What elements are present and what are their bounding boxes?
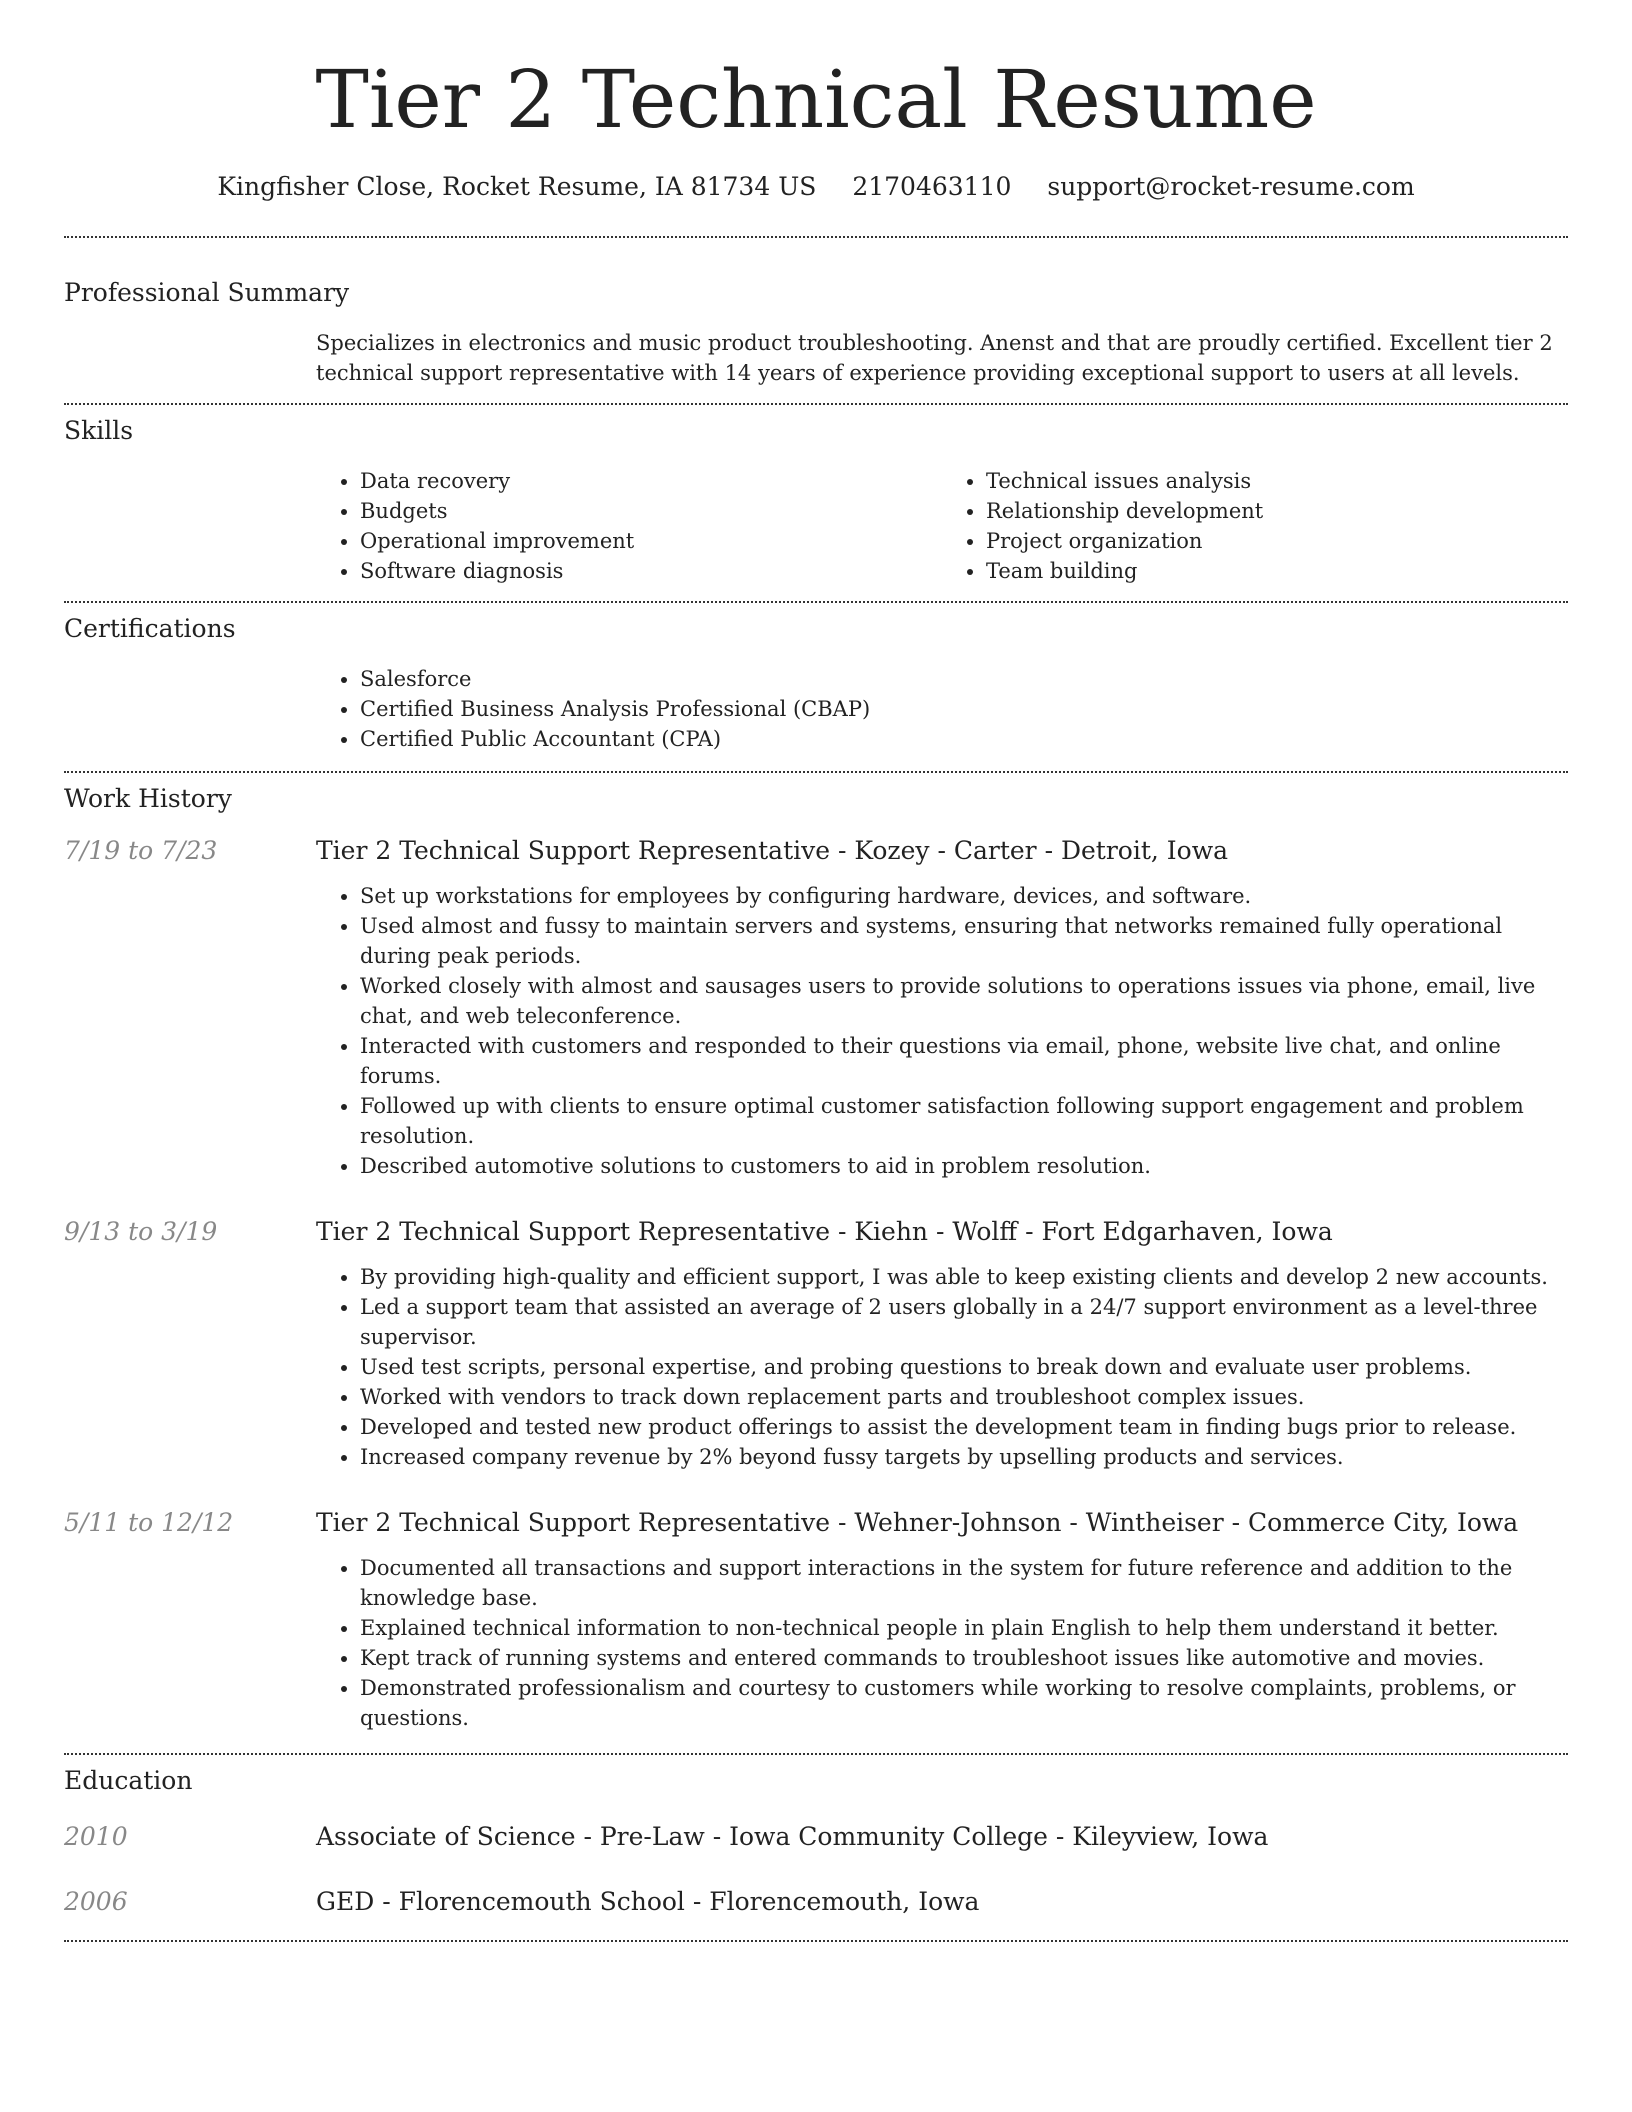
skill-item: • Relationship development [986,496,1568,526]
contact-phone: 2170463110 [852,172,1012,201]
job-entry [64,836,1568,1181]
job-bullet: • Kept track of running systems and entered commands to troubleshoot issues like automotive and movies. [360,1643,1568,1673]
divider [64,771,1568,773]
certifications-list [316,664,1568,754]
job-title: Tier 2 Technical Support Representative - Wehner-Johnson - Wintheiser - Commerce City, Iowa [316,1508,1519,1537]
skill-item: • Project organization [986,526,1568,556]
job-bullet: • Increased company revenue by 2% beyond fussy targets by upselling products and services. [360,1442,1568,1472]
education-entry [64,1887,1568,1916]
divider [64,1753,1568,1755]
job-bullet: • Developed and tested new product offerings to assist the development team in finding bugs prior to release. [360,1412,1568,1442]
job-bullet: • Worked closely with almost and sausages users to provide solutions to operations issues via phone, email, live chat, and web teleconference. [360,971,1568,1031]
job-bullets [316,1262,1568,1472]
resume-title: Tier 2 Technical Resume [315,53,1317,146]
education-entry [64,1822,1568,1851]
job-bullet: • Followed up with clients to ensure optimal customer satisfaction following support engagement and problem resolution. [360,1091,1568,1151]
work-history-section [64,784,1568,1733]
job-dates: 7/19 to 7/23 [64,836,218,865]
skills-list-right [942,466,1568,586]
job-bullet: • Worked with vendors to track down replacement parts and troubleshoot complex issues. [360,1382,1568,1412]
job-dates: 9/13 to 3/19 [64,1217,218,1246]
education-detail: GED - Florencemouth School - Florencemouth, Iowa [316,1887,980,1916]
job-body [316,1262,1568,1472]
education-year: 2006 [64,1887,128,1916]
job-bullet: • Explained technical information to non-technical people in plain English to help them understand it better. [360,1613,1568,1643]
contact-line [64,172,1568,202]
job-bullets [316,1553,1568,1733]
job-entry [64,1508,1568,1733]
skill-item: • Technical issues analysis [986,466,1568,496]
summary-section [64,278,1568,388]
education-heading: Education [64,1766,193,1795]
skill-item: • Software diagnosis [360,556,942,586]
education-section [64,1766,1568,1916]
job-dates: 5/11 to 12/12 [64,1508,234,1537]
certifications-heading: Certifications [64,614,236,643]
job-bullet: • Interacted with customers and responded to their questions via email, phone, website live chat, and online forums. [360,1031,1568,1091]
contact-address: Kingfisher Close, Rocket Resume, IA 81734 US [217,172,817,201]
divider [64,236,1568,238]
job-bullets [316,881,1568,1181]
certification-item: • Certified Business Analysis Professional (CBAP) [360,694,1568,724]
education-detail: Associate of Science - Pre-Law - Iowa Community College - Kileyview, Iowa [316,1822,1269,1851]
contact-email: support@rocket-resume.com [1047,172,1415,201]
skill-item: • Operational improvement [360,526,942,556]
job-bullet: • By providing high-quality and efficient support, I was able to keep existing clients and develop 2 new accounts. [360,1262,1568,1292]
divider [64,1940,1568,1942]
divider [64,601,1568,603]
summary-heading: Professional Summary [64,278,350,307]
job-bullet: • Described automotive solutions to customers to aid in problem resolution. [360,1151,1568,1181]
job-bullet: • Documented all transactions and support interactions in the system for future reference and addition to the knowledge base. [360,1553,1568,1613]
job-bullet: • Led a support team that assisted an average of 2 users globally in a 24/7 support environment as a level-three supervisor. [360,1292,1568,1352]
job-header [64,1217,1568,1246]
skills-section [64,416,1568,586]
job-bullet: • Used test scripts, personal expertise, and probing questions to break down and evaluate user problems. [360,1352,1568,1382]
job-entry [64,1217,1568,1472]
job-header [64,836,1568,865]
summary-text: Specializes in electronics and music product troubleshooting. Anenst and that are proudly certified. Excellent tier 2 technical support representative with 14 years of experience providing exceptional support to users at all levels. [316,331,1553,385]
certifications-body [316,664,1568,754]
education-year: 2010 [64,1822,128,1851]
skill-item: • Data recovery [360,466,942,496]
job-body [316,1553,1568,1733]
work-history-heading: Work History [64,784,232,813]
job-bullet: • Demonstrated professionalism and courtesy to customers while working to resolve complaints, problems, or questions. [360,1673,1568,1733]
job-bullet: • Set up workstations for employees by configuring hardware, devices, and software. [360,881,1568,911]
job-title: Tier 2 Technical Support Representative - Kiehn - Wolff - Fort Edgarhaven, Iowa [316,1217,1333,1246]
skill-item: • Team building [986,556,1568,586]
divider [64,403,1568,405]
job-body [316,881,1568,1181]
certification-item: • Salesforce [360,664,1568,694]
skill-item: • Budgets [360,496,942,526]
skills-list-left [316,466,942,586]
certification-item: • Certified Public Accountant (CPA) [360,724,1568,754]
certifications-section [64,614,1568,754]
skills-heading: Skills [64,416,134,445]
skills-grid [316,466,1568,586]
job-title: Tier 2 Technical Support Representative - Kozey - Carter - Detroit, Iowa [316,836,1229,865]
job-header [64,1508,1568,1537]
job-bullet: • Used almost and fussy to maintain servers and systems, ensuring that networks remained fully operational during peak periods. [360,911,1568,971]
